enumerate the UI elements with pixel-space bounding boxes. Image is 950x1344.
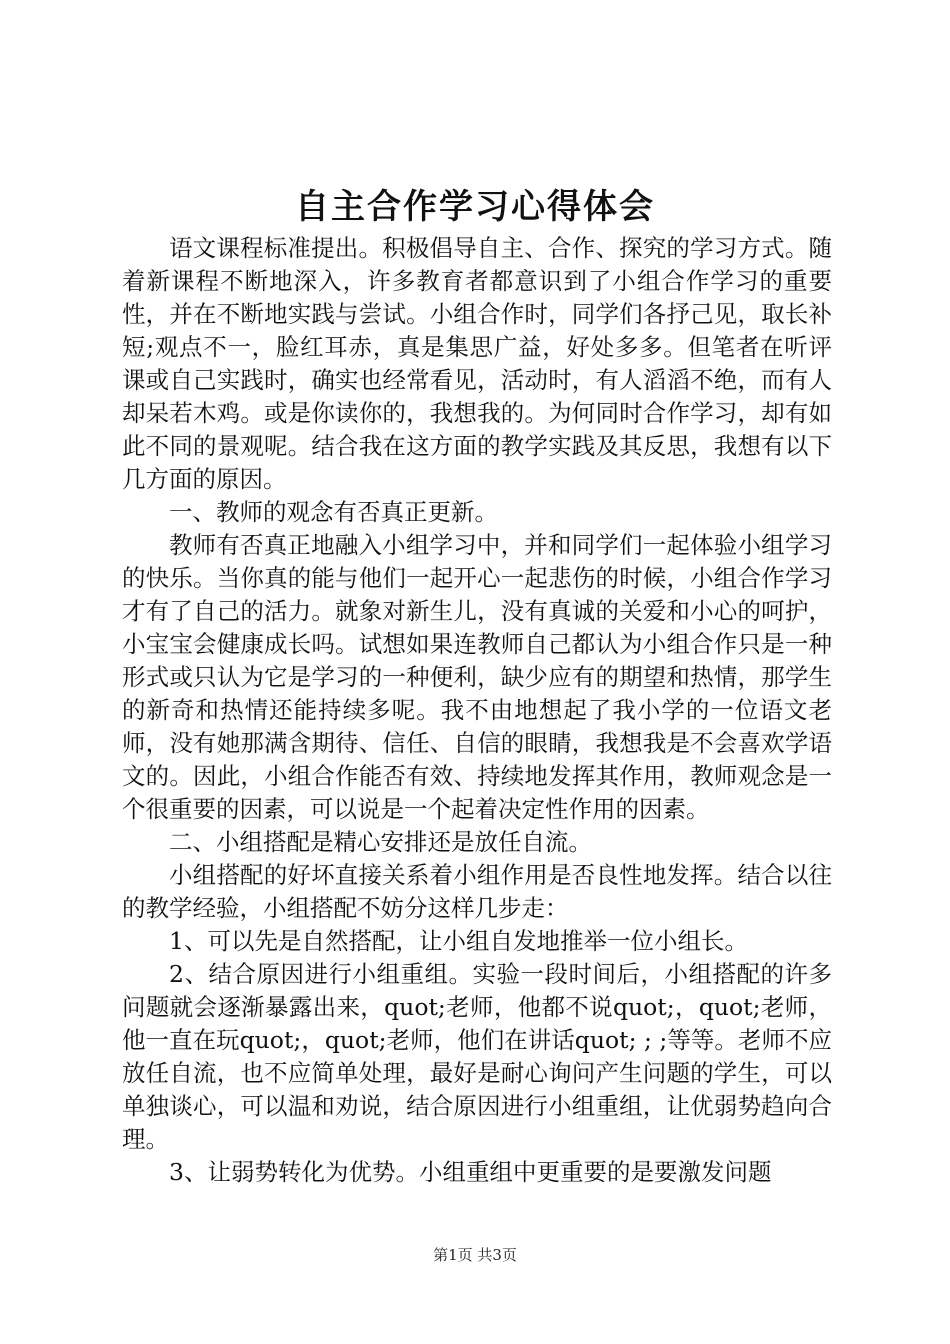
document-title: 自主合作学习心得体会 (295, 187, 655, 227)
paragraph: 教师有否真正地融入小组学习中，并和同学们一起体验小组学习的快乐。当你真的能与他们一起开心一起悲伤的时候，小组合作学习才有了自己的活力。就象对新生儿，没有真诚的关爱和小心的呵护，小宝宝会健康成长吗。试想如果连教师自己都认为小组合作只是一种形式或只认为它是学习的一种便利，缺少应有的期望和热情，那学生的新奇和热情还能持续多呢。我不由地想起了我小学的一位语文老师，没有她那满含期待、信任、自信的眼睛，我想我是不会喜欢学语文的。因此，小组合作能否有效、持续地发挥其作用，教师观念是一个很重要的因素，可以说是一个起着决定性作用的因素。 (122, 531, 832, 823)
section-heading: 二、小组搭配是精心安排还是放任自流。 (169, 828, 592, 856)
page-footer: 第1页 共3页 (433, 1246, 517, 1264)
paragraph: 小组搭配的好坏直接关系着小组作用是否良性地发挥。结合以往的教学经验，小组搭配不妨分这样几步走： (122, 861, 832, 922)
list-item: 3、让弱势转化为优势。小组重组中更重要的是要激发问题 (169, 1158, 772, 1186)
list-item: 1、可以先是自然搭配，让小组自发地推举一位小组长。 (169, 927, 748, 955)
section-heading: 一、教师的观念有否真正更新。 (169, 498, 498, 526)
list-item: 2、结合原因进行小组重组。实验一段时间后，小组搭配的许多问题就会逐渐暴露出来，quot;老师，他都不说quot;，quot;老师，他一直在玩quot;，quot;老师，他们在讲话quot; ; ;等等。老师不应放任自流，也不应简单处理，最好是耐心询问产生问题的学生，可以单独谈心，可以温和劝说，结合原因进行小组重组，让优弱势趋向合理。 (122, 960, 832, 1153)
paragraph: 语文课程标准提出。积极倡导自主、合作、探究的学习方式。随着新课程不断地深入，许多教育者都意识到了小组合作学习的重要性，并在不断地实践与尝试。小组合作时，同学们各抒己见，取长补短;观点不一，脸红耳赤，真是集思广益，好处多多。但笔者在听评课或自己实践时，确实也经常看见，活动时，有人滔滔不绝，而有人却呆若木鸡。或是你读你的，我想我的。为何同时合作学习，却有如此不同的景观呢。结合我在这方面的教学实践及其反思，我想有以下几方面的原因。 (122, 234, 832, 493)
document-body (122, 232, 832, 1189)
